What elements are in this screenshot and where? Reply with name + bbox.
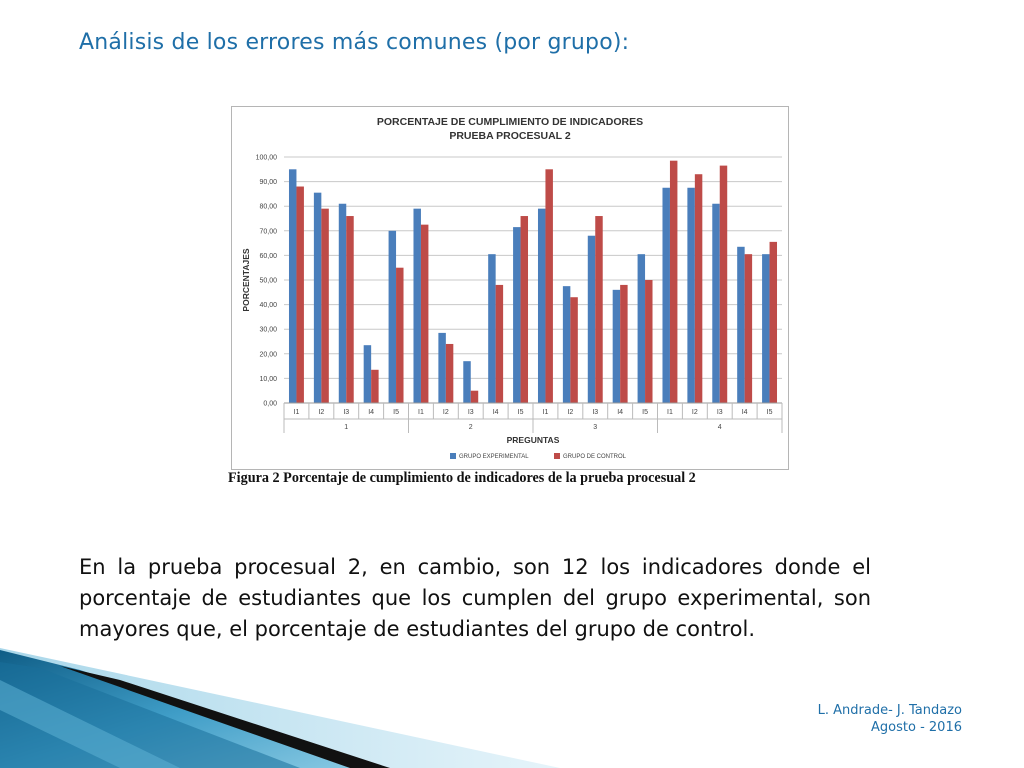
- x-group-label: 1: [344, 424, 349, 431]
- x-tick-label: I5: [517, 409, 524, 416]
- bar-control: [496, 285, 503, 403]
- x-tick-label: I4: [741, 409, 748, 416]
- y-axis-label: PORCENTAJES: [241, 248, 251, 312]
- bar-experimental: [538, 209, 545, 403]
- bar-experimental: [389, 231, 396, 403]
- bar-control: [745, 254, 752, 403]
- bar-control: [645, 280, 652, 403]
- bar-experimental: [463, 361, 470, 403]
- bar-experimental: [588, 236, 595, 403]
- bar-control: [521, 216, 528, 403]
- y-tick-label: 100,00: [255, 154, 277, 162]
- x-group-label: 3: [593, 424, 598, 431]
- x-tick-label: I1: [293, 409, 300, 416]
- bar-experimental: [737, 247, 744, 403]
- y-tick-label: 30,00: [259, 326, 277, 334]
- bar-experimental: [364, 345, 371, 403]
- x-tick-label: I2: [442, 409, 449, 416]
- y-tick-label: 40,00: [259, 302, 277, 310]
- bar-experimental: [613, 290, 620, 403]
- x-tick-label: I3: [343, 409, 350, 416]
- bar-experimental: [488, 254, 495, 403]
- x-tick-label: I3: [467, 409, 474, 416]
- x-tick-label: I4: [492, 409, 499, 416]
- legend-swatch: [554, 453, 560, 459]
- bar-control: [670, 161, 677, 403]
- bar-experimental: [314, 193, 321, 403]
- bar-control: [321, 209, 328, 403]
- x-tick-label: I5: [766, 409, 773, 416]
- bar-experimental: [762, 254, 769, 403]
- y-tick-label: 20,00: [259, 351, 277, 359]
- bar-chart: [232, 107, 788, 469]
- bar-experimental: [339, 204, 346, 403]
- legend-label: GRUPO EXPERIMENTAL: [459, 454, 529, 460]
- bar-control: [620, 285, 627, 403]
- y-tick-label: 50,00: [259, 277, 277, 285]
- chart-subtitle: PRUEBA PROCESUAL 2: [449, 130, 571, 142]
- x-tick-label: I2: [567, 409, 574, 416]
- y-tick-label: 60,00: [259, 252, 277, 260]
- bar-experimental: [513, 227, 520, 403]
- bar-control: [296, 187, 303, 403]
- bar-experimental: [563, 286, 570, 403]
- bar-experimental: [413, 209, 420, 403]
- x-tick-label: I1: [542, 409, 549, 416]
- x-tick-label: I3: [592, 409, 599, 416]
- x-tick-label: I1: [418, 409, 424, 416]
- chart-frame: [231, 106, 789, 470]
- x-tick-label: I5: [393, 409, 399, 416]
- bar-control: [446, 344, 453, 403]
- body-paragraph: En la prueba procesual 2, en cambio, son 12 los indicadores donde el porcentaje de estudiantes que los cumplen del grupo experimental, son mayores que, el porcentaje de estudiantes del grupo de control.: [79, 555, 871, 641]
- slide-title: Análisis de los errores más comunes (por grupo):: [79, 30, 630, 55]
- bar-control: [570, 297, 577, 403]
- x-tick-label: I4: [368, 409, 375, 416]
- x-tick-label: I1: [667, 409, 673, 416]
- y-tick-label: 10,00: [259, 375, 277, 383]
- y-tick-label: 70,00: [259, 228, 277, 236]
- bar-control: [770, 242, 777, 403]
- legend-swatch: [450, 453, 456, 459]
- x-group-label: 2: [468, 424, 473, 431]
- figure-caption: Figura 2 Porcentaje de cumplimiento de indicadores de la prueba procesual 2: [228, 470, 696, 486]
- footer-date: Agosto - 2016: [871, 720, 962, 735]
- bar-control: [396, 268, 403, 403]
- x-tick-label: I4: [617, 409, 624, 416]
- x-tick-label: I2: [691, 409, 698, 416]
- x-tick-label: I3: [716, 409, 723, 416]
- bar-experimental: [638, 254, 645, 403]
- x-tick-label: I2: [318, 409, 325, 416]
- x-group-label: 4: [717, 424, 722, 431]
- bar-control: [595, 216, 602, 403]
- bar-experimental: [289, 169, 296, 403]
- legend-label: GRUPO DE CONTROL: [563, 454, 627, 460]
- bar-experimental: [662, 188, 669, 403]
- y-tick-label: 80,00: [259, 203, 277, 211]
- bar-experimental: [438, 333, 445, 403]
- footer-authors: L. Andrade- J. Tandazo: [817, 703, 962, 718]
- bar-control: [720, 166, 727, 403]
- chart-title: PORCENTAJE DE CUMPLIMIENTO DE INDICADORES: [376, 116, 644, 128]
- y-tick-label: 90,00: [259, 179, 277, 187]
- footer: [818, 702, 962, 736]
- bar-experimental: [712, 204, 719, 403]
- bar-control: [545, 169, 552, 403]
- x-axis-label: PREGUNTAS: [506, 435, 560, 445]
- x-tick-label: I5: [642, 409, 648, 416]
- bar-control: [695, 174, 702, 403]
- bar-control: [371, 370, 378, 403]
- bar-control: [421, 225, 428, 403]
- bar-experimental: [687, 188, 694, 403]
- bar-control: [471, 391, 478, 403]
- y-tick-label: 0,00: [263, 400, 277, 408]
- bar-control: [346, 216, 353, 403]
- decorative-corner-graphic: [0, 640, 560, 768]
